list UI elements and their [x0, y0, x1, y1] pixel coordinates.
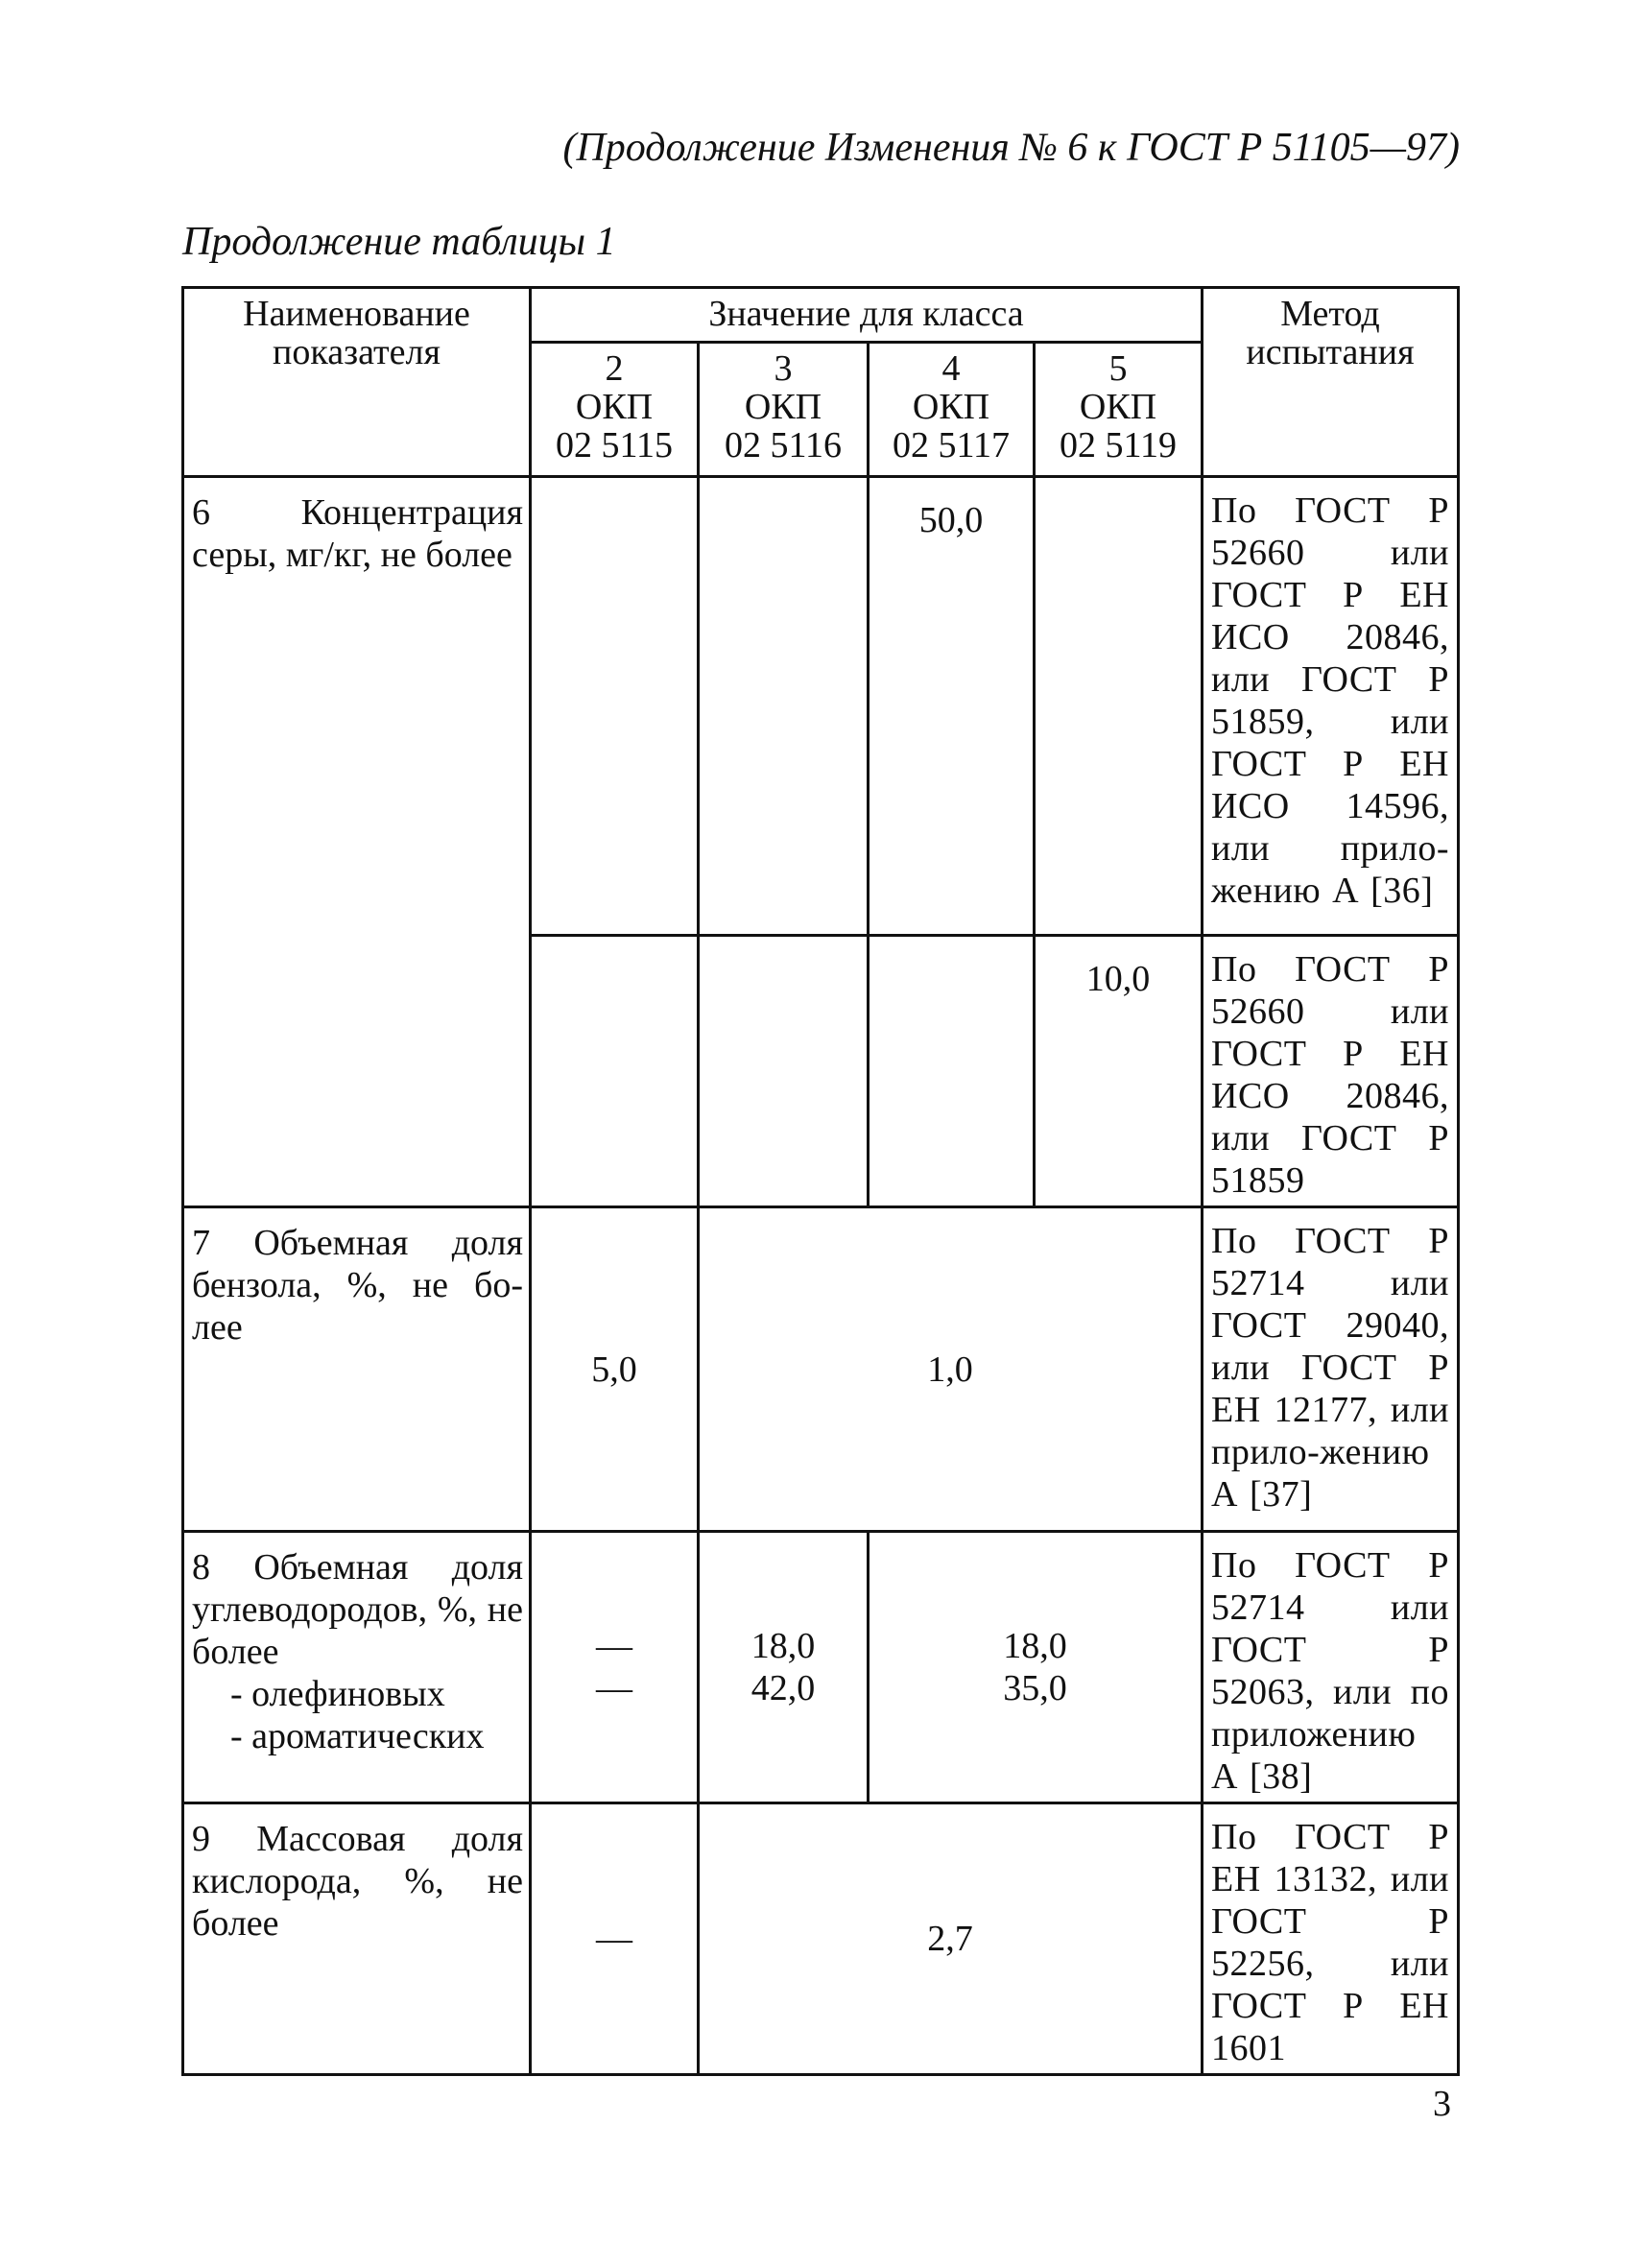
table-row-oxygen: [183, 1803, 1459, 2075]
indicator-benzene: 7 Объемная доля бензола, %, не бо-лее: [183, 1207, 531, 1532]
header-value-group: Значение для класса: [531, 288, 1203, 343]
indicator-hydrocarbons: 8 Объемная доля углеводородов, %, не более - олефиновых - ароматических: [183, 1532, 531, 1803]
header-class-4: 4 ОКП 02 5117: [869, 343, 1035, 477]
value-sulfur-class4: 50,0: [869, 477, 1035, 936]
method-sulfur-a: По ГОСТ Р 52660 или ГОСТ Р ЕН ИСО 20846, или ГОСТ Р 51859, или ГОСТ Р ЕН ИСО 14596, или прило-жению А [36]: [1203, 477, 1459, 936]
table-caption: Продолжение таблицы 1: [182, 220, 616, 264]
table-row-hydrocarbons: [183, 1532, 1459, 1803]
value-hydrocarbons-class4-5: 18,0 35,0: [869, 1532, 1203, 1803]
header-class-5: 5 ОКП 02 5119: [1035, 343, 1203, 477]
value-benzene-class2: 5,0: [531, 1207, 699, 1532]
header-class-2: 2 ОКП 02 5115: [531, 343, 699, 477]
value-hydrocarbons-class2: — —: [531, 1532, 699, 1803]
method-oxygen: По ГОСТ Р ЕН 13132, или ГОСТ Р 52256, или ГОСТ Р ЕН 1601: [1203, 1803, 1459, 2075]
continuation-header-note: (Продолжение Изменения № 6 к ГОСТ Р 51105—97): [562, 126, 1460, 170]
header-indicator-name: Наименование показателя: [183, 288, 531, 477]
page-number: 3: [1433, 2084, 1451, 2124]
value-oxygen-class2: —: [531, 1803, 699, 2075]
method-benzene: По ГОСТ Р 52714 или ГОСТ 29040, или ГОСТ Р ЕН 12177, или прило-жению А [37]: [1203, 1207, 1459, 1532]
indicator-oxygen: 9 Массовая доля кислорода, %, не более: [183, 1803, 531, 2075]
value-oxygen-class3-5: 2,7: [699, 1803, 1203, 2075]
value-benzene-class3-5: 1,0: [699, 1207, 1203, 1532]
header-class-3: 3 ОКП 02 5116: [699, 343, 869, 477]
method-hydrocarbons: По ГОСТ Р 52714 или ГОСТ Р 52063, или по приложению А [38]: [1203, 1532, 1459, 1803]
table-row-sulfur-a: [183, 477, 1459, 936]
indicator-sulfur: 6 Концентрация серы, мг/кг, не более: [183, 477, 531, 1207]
indicator-aromatics: - ароматических: [230, 1716, 485, 1756]
method-sulfur-b: По ГОСТ Р 52660 или ГОСТ Р ЕН ИСО 20846, или ГОСТ Р 51859: [1203, 936, 1459, 1207]
table-row-benzene: [183, 1207, 1459, 1532]
value-sulfur-class5: 10,0: [1035, 936, 1203, 1207]
indicator-olefins: - олефиновых: [230, 1674, 445, 1714]
header-test-method: Метод испытания: [1203, 288, 1459, 477]
value-hydrocarbons-class3: 18,0 42,0: [699, 1532, 869, 1803]
specification-table: [181, 286, 1460, 2076]
